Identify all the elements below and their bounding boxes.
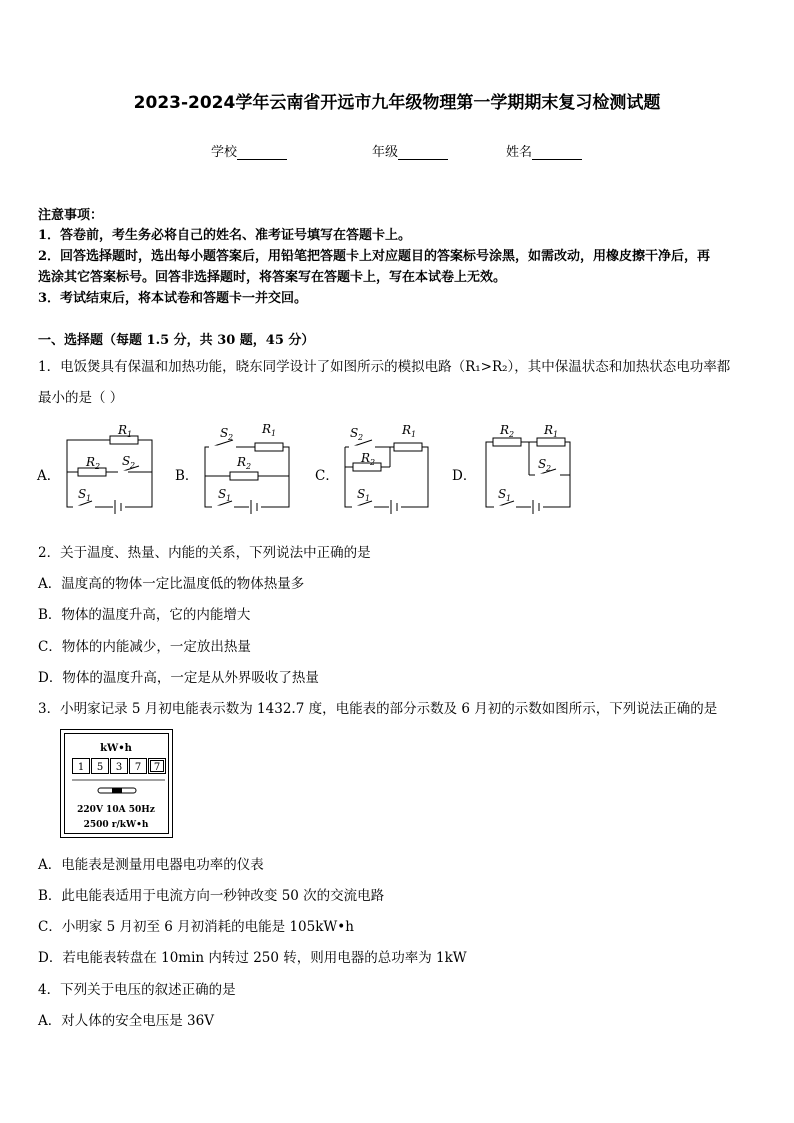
school-blank xyxy=(237,146,287,160)
svg-text:1: 1 xyxy=(271,429,277,438)
q3-option: C．小明家 5 月初至 6 月初消耗的电能是 105kW•h xyxy=(38,919,354,935)
name-blank xyxy=(532,146,582,160)
label-r1: R xyxy=(262,422,272,436)
svg-text:1: 1 xyxy=(127,430,133,439)
school-label: 学校 xyxy=(211,145,238,160)
svg-text:1: 1 xyxy=(411,430,417,439)
label-s2: S xyxy=(350,426,359,440)
meter-digit: 1 xyxy=(77,762,85,773)
notice-item: 3．考试结束后，将本试卷和答题卡一并交回。 xyxy=(38,291,308,306)
svg-text:2: 2 xyxy=(358,433,364,442)
svg-text:2: 2 xyxy=(95,462,101,471)
question-1-stem-cont: 最小的是（ ） xyxy=(38,390,124,406)
label-r2: R xyxy=(500,423,510,437)
label-r1: R xyxy=(544,423,554,437)
svg-text:1: 1 xyxy=(553,430,559,439)
circuit-a xyxy=(67,436,152,514)
q2-option: A．温度高的物体一定比温度低的物体热量多 xyxy=(38,576,305,592)
grade-label: 年级 xyxy=(372,145,399,160)
svg-text:1: 1 xyxy=(226,494,232,503)
svg-text:1: 1 xyxy=(365,494,371,503)
label-s2: S xyxy=(220,426,229,440)
label-s1: S xyxy=(498,487,507,501)
label-r1: R xyxy=(118,423,128,437)
label-s1: S xyxy=(357,487,366,501)
q3-option: A．电能表是测量用电器电功率的仪表 xyxy=(38,857,264,873)
q1-option-a-label: A． xyxy=(37,468,61,484)
question-2-stem: 2．关于温度、热量、内能的关系，下列说法中正确的是 xyxy=(38,545,371,561)
meter-digit: 5 xyxy=(96,762,104,773)
label-r2: R xyxy=(86,455,96,469)
grade-blank xyxy=(398,146,448,160)
name-label: 姓名 xyxy=(506,145,533,160)
meter-rate: 2500 r/kW•h xyxy=(83,820,149,830)
label-s2: S xyxy=(538,457,547,471)
circuit-c xyxy=(345,440,428,514)
label-s2: S xyxy=(122,454,131,468)
svg-text:1: 1 xyxy=(506,494,512,503)
svg-text:2: 2 xyxy=(546,464,552,473)
svg-text:2: 2 xyxy=(228,433,234,442)
label-s1: S xyxy=(218,487,227,501)
notice-item: 1．答卷前，考生务必将自己的姓名、准考证号填写在答题卡上。 xyxy=(38,228,412,243)
label-s1: S xyxy=(78,487,87,501)
q1-option-d-label: D． xyxy=(452,468,477,484)
svg-text:2: 2 xyxy=(509,430,515,439)
q1-option-b-label: B． xyxy=(175,468,199,484)
svg-text:2: 2 xyxy=(130,461,136,470)
question-3-stem: 3．小明家记录 5 月初电能表示数为 1432.7 度，电能表的部分示数及 6 月初的示数如图所示，下列说法正确的是 xyxy=(38,701,718,717)
q2-option: D．物体的温度升高，一定是从外界吸收了热量 xyxy=(38,670,319,686)
meter-unit: kW•h xyxy=(100,743,132,754)
section-heading: 一、选择题（每题 1.5 分，共 30 题，45 分） xyxy=(38,333,315,348)
q1-circuit-diagrams xyxy=(0,420,794,520)
svg-text:1: 1 xyxy=(86,494,92,503)
electricity-meter xyxy=(60,729,174,839)
q3-option: D．若电能表转盘在 10min 内转过 250 转，则用电器的总功率为 1kW xyxy=(38,950,467,966)
meter-digit: 7 xyxy=(153,762,161,773)
notice-item: 选涂其它答案标号。回答非选择题时，将答案写在答题卡上，写在本试卷上无效。 xyxy=(38,270,507,285)
q3-option: B．此电能表适用于电流方向一秒钟改变 50 次的交流电路 xyxy=(38,888,385,904)
meter-digit: 3 xyxy=(115,762,123,773)
label-r2: R xyxy=(237,455,247,469)
label-r1: R xyxy=(402,423,412,437)
q2-option: B．物体的温度升高，它的内能增大 xyxy=(38,607,251,623)
svg-text:2: 2 xyxy=(370,458,376,467)
q4-option: A．对人体的安全电压是 36V xyxy=(38,1013,214,1029)
notice-heading: 注意事项： xyxy=(38,208,104,223)
notice-item: 2．回答选择题时，选出每小题答案后，用铅笔把答题卡上对应题目的答案标号涂黑，如需改动，用橡皮擦干净后，再 xyxy=(38,249,711,264)
circuit-d xyxy=(486,438,570,514)
label-r2: R xyxy=(361,451,371,465)
svg-text:2: 2 xyxy=(246,462,252,471)
name-field xyxy=(506,141,582,160)
meter-digit: 7 xyxy=(134,762,142,773)
page-title: 2023-2024学年云南省开远市九年级物理第一学期期末复习检测试题 xyxy=(133,93,661,113)
circuit-b xyxy=(205,440,289,514)
q1-option-c-label: C． xyxy=(315,468,339,484)
grade-field xyxy=(372,141,448,160)
meter-specs: 220V 10A 50Hz xyxy=(77,805,155,815)
q2-option: C．物体的内能减少，一定放出热量 xyxy=(38,639,251,655)
school-field xyxy=(211,141,287,160)
question-1-stem: 1．电饭煲具有保温和加热功能，晓东同学设计了如图所示的模拟电路（R₁>R₂），其中保温状态和加热状态电功率都 xyxy=(38,359,731,375)
question-4-stem: 4．下列关于电压的叙述正确的是 xyxy=(38,982,236,998)
